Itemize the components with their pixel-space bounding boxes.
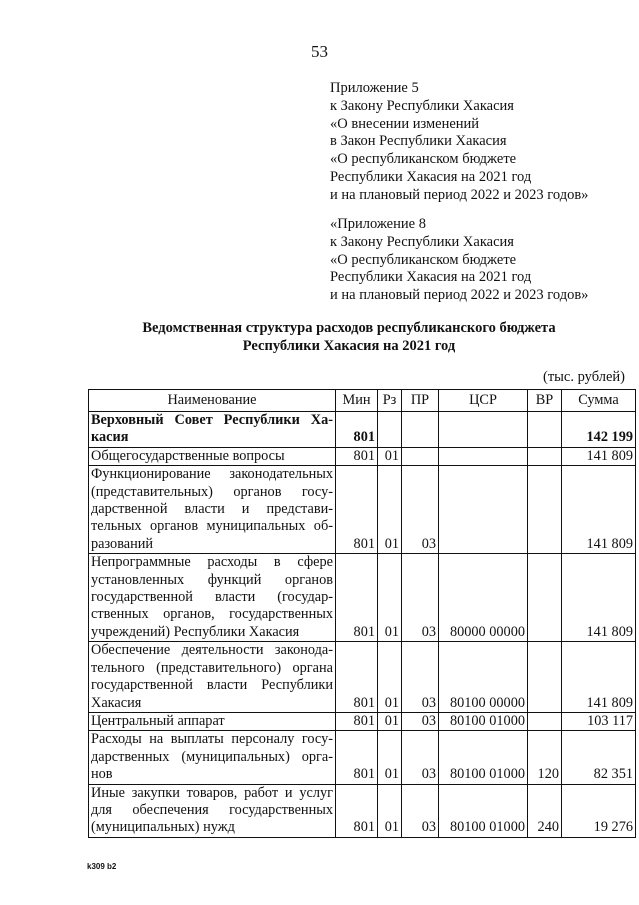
cell-sum: 103 117 — [562, 712, 636, 730]
row-name — [89, 447, 336, 465]
cell-min: 801 — [336, 784, 378, 837]
cell-csr: 80100 00000 — [439, 642, 528, 713]
annex-line: «Приложение 8 — [330, 216, 426, 232]
cell-csr: 80100 01000 — [439, 712, 528, 730]
cell-pr: 03 — [402, 731, 439, 784]
cell-csr — [439, 447, 528, 465]
annex-line: Республики Хакасия на 2021 год — [330, 168, 532, 185]
name-line: касия — [91, 429, 129, 446]
cell-sum: 19 276 — [562, 784, 636, 837]
name-line: государственной власти Республики — [91, 677, 333, 694]
cell-pr: 03 — [402, 554, 439, 642]
name-line: Верховный Совет Республики Ха- — [91, 412, 333, 428]
row-name — [89, 412, 336, 448]
cell-sum: 141 809 — [562, 466, 636, 554]
cell-pr — [402, 412, 439, 448]
cell-pr: 03 — [402, 642, 439, 713]
cell-csr: 80100 01000 — [439, 731, 528, 784]
annex-5-header — [330, 80, 588, 205]
annex-line: и на плановый период 2022 и 2023 годов» — [330, 287, 589, 304]
name-line: (представительных) органов госу- — [91, 483, 333, 500]
cell-vr — [528, 642, 562, 713]
annex-line: к Закону Республики Хакасия — [330, 97, 514, 114]
name-line: для обеспечения государственных — [91, 801, 333, 818]
title-line: Республики Хакасия на 2021 год — [242, 338, 456, 354]
cell-min: 801 — [336, 712, 378, 730]
name-line: Функционирование законодательных — [91, 466, 333, 483]
annex-line: «О республиканском бюджете — [330, 251, 517, 268]
cell-rz: 01 — [378, 554, 402, 642]
cell-vr — [528, 554, 562, 642]
name-line: Хакасия — [91, 694, 142, 711]
cell-sum: 141 809 — [562, 447, 636, 465]
table-row — [89, 447, 636, 465]
name-line: Обеспечение деятельности законода- — [91, 642, 333, 659]
page-number: 53 — [311, 42, 328, 61]
name-line: дарственной власти и представи- — [91, 501, 333, 518]
cell-pr: 03 — [402, 712, 439, 730]
row-name — [89, 731, 336, 784]
cell-vr — [528, 466, 562, 554]
annex-line: и на плановый период 2022 и 2023 годов» — [330, 186, 589, 203]
table-row — [89, 731, 636, 784]
cell-sum: 141 809 — [562, 642, 636, 713]
name-line: тельного (представительного) органа — [91, 659, 333, 676]
footer-code: k309 b2 — [87, 862, 117, 871]
name-line: государственной власти (государ- — [91, 589, 333, 606]
annex-line: в Закон Республики Хакасия — [330, 133, 507, 150]
cell-rz: 01 — [378, 731, 402, 784]
cell-pr: 03 — [402, 466, 439, 554]
title-line: Ведомственная структура расходов республиканского бюджета — [142, 320, 556, 336]
cell-csr: 80100 01000 — [439, 784, 528, 837]
name-line: Иные закупки товаров, работ и услуг — [91, 784, 333, 801]
row-name — [89, 554, 336, 642]
name-line: (муниципальных) нужд — [91, 819, 235, 836]
name-line: нов — [91, 766, 113, 783]
cell-csr — [439, 466, 528, 554]
name-line: установленных функций органов — [91, 571, 333, 588]
row-name — [89, 466, 336, 554]
name-line: разований — [91, 535, 154, 552]
cell-rz: 01 — [378, 642, 402, 713]
table-row — [89, 784, 636, 837]
column-header: Сумма — [562, 390, 636, 412]
name-line: дарственных (муниципальных) орга- — [91, 748, 333, 765]
cell-pr — [402, 447, 439, 465]
annex-line: к Закону Республики Хакасия — [330, 233, 514, 250]
name-line: учреждений) Республики Хакасия — [91, 623, 300, 640]
units-label: (тыс. рублей) — [543, 369, 625, 385]
annex-line: Республики Хакасия на 2021 год — [330, 269, 532, 286]
row-name — [89, 712, 336, 730]
cell-sum: 82 351 — [562, 731, 636, 784]
annex-line: «О республиканском бюджете — [330, 151, 517, 168]
table-row — [89, 412, 636, 448]
name-line: Непрограммные расходы в сфере — [91, 554, 333, 571]
cell-min: 801 — [336, 642, 378, 713]
document-title — [0, 319, 639, 355]
column-header: ПР — [402, 390, 439, 412]
cell-min: 801 — [336, 731, 378, 784]
row-name — [89, 642, 336, 713]
name-line: тельных органов муниципальных об- — [91, 518, 333, 535]
cell-vr — [528, 447, 562, 465]
cell-rz: 01 — [378, 712, 402, 730]
cell-vr — [528, 412, 562, 448]
column-header: ВР — [528, 390, 562, 412]
annex-line: Приложение 5 — [330, 80, 419, 96]
cell-csr: 80000 00000 — [439, 554, 528, 642]
table-row — [89, 466, 636, 554]
column-header: Мин — [336, 390, 378, 412]
name-line: ственных органов, государственных — [91, 606, 333, 623]
column-header: Рз — [378, 390, 402, 412]
cell-rz: 01 — [378, 784, 402, 837]
column-header: Наименование — [89, 390, 336, 412]
column-header: ЦСР — [439, 390, 528, 412]
cell-rz: 01 — [378, 447, 402, 465]
annex-8-header — [330, 216, 588, 305]
budget-table — [88, 389, 636, 838]
table-row — [89, 642, 636, 713]
table-row — [89, 554, 636, 642]
table-row — [89, 712, 636, 730]
name-line: Расходы на выплаты персоналу госу- — [91, 731, 333, 748]
name-line: Общегосударственные вопросы — [91, 447, 285, 464]
cell-vr — [528, 712, 562, 730]
cell-rz — [378, 412, 402, 448]
cell-min: 801 — [336, 412, 378, 448]
cell-csr — [439, 412, 528, 448]
annex-line: «О внесении изменений — [330, 115, 480, 132]
cell-rz: 01 — [378, 466, 402, 554]
cell-pr: 03 — [402, 784, 439, 837]
cell-min: 801 — [336, 447, 378, 465]
row-name — [89, 784, 336, 837]
cell-min: 801 — [336, 466, 378, 554]
cell-sum: 141 809 — [562, 554, 636, 642]
cell-vr: 120 — [528, 731, 562, 784]
cell-min: 801 — [336, 554, 378, 642]
cell-sum: 142 199 — [562, 412, 636, 448]
name-line: Центральный аппарат — [91, 712, 225, 729]
cell-vr: 240 — [528, 784, 562, 837]
